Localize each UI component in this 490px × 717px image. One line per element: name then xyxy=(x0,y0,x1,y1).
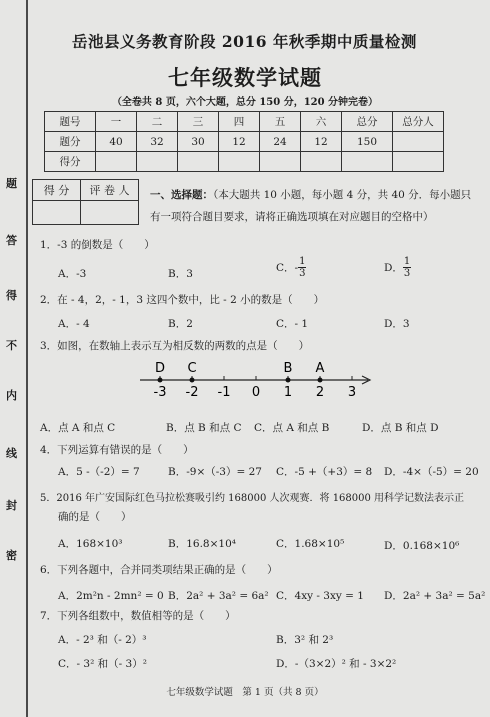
table-cell: 六 xyxy=(301,112,342,132)
table-cell: 总分人 xyxy=(393,112,444,132)
q2-option-a[interactable]: A．- 4 xyxy=(58,318,90,330)
numerator: 1 xyxy=(403,256,411,267)
q6-option-a[interactable]: A．2m²n - 2mn² = 0 xyxy=(58,590,164,602)
q5-option-d[interactable]: D．0.168×10⁶ xyxy=(384,540,460,552)
point-label: B xyxy=(283,361,293,376)
table-cell: 32 xyxy=(137,132,178,152)
margin-char: 答 xyxy=(6,234,17,247)
score-input-cell[interactable] xyxy=(219,152,260,172)
table-cell: 40 xyxy=(96,132,137,152)
q3-option-d[interactable]: D．点 B 和点 D xyxy=(362,422,439,434)
tick-label: 3 xyxy=(347,385,357,400)
table-cell: 总分 xyxy=(342,112,393,132)
q6-option-c[interactable]: C．4xy - 3xy = 1 xyxy=(276,590,364,602)
grader-table xyxy=(32,179,139,225)
q1-option-b[interactable]: B．3 xyxy=(168,268,193,280)
table-row xyxy=(45,132,444,152)
margin-char: 线 xyxy=(6,447,17,460)
q4-option-c[interactable]: C．-5 +（+3）= 8 xyxy=(276,466,373,478)
q5-option-b[interactable]: B．16.8×10⁴ xyxy=(168,538,236,550)
table-row xyxy=(45,152,444,172)
question-3: 3．如图，在数轴上表示互为相反数的两数的点是（ ） xyxy=(40,340,310,352)
q4-option-b[interactable]: B．-9×（-3）= 27 xyxy=(168,466,262,478)
q5-option-c[interactable]: C．1.68×10⁵ xyxy=(276,538,345,550)
q3-option-a[interactable]: A．点 A 和点 C xyxy=(40,422,116,434)
score-input-cell[interactable] xyxy=(33,201,81,225)
margin-char: 内 xyxy=(6,389,17,402)
number-line-diagram xyxy=(140,353,380,403)
exam-header-title: 岳池县义务教育阶段 2016 年秋季期中质量检测 xyxy=(72,32,417,51)
margin-char: 封 xyxy=(6,499,17,512)
section-1-desc: （本大题共 10 小题，每小题 4 分，共 40 分．每小题只有一项符合题目要求，请将正确选项填在对应题目的空格中） xyxy=(150,189,472,223)
table-cell: 12 xyxy=(301,132,342,152)
q1-option-d-prefix: D． xyxy=(384,262,403,274)
section-1-intro xyxy=(150,184,480,228)
question-1: 1．-3 的倒数是（ ） xyxy=(40,239,155,251)
table-cell: 150 xyxy=(342,132,393,152)
table-cell: 24 xyxy=(260,132,301,152)
point-label: D xyxy=(154,361,166,376)
q7-option-d[interactable]: D．-（3×2）² 和 - 3×2² xyxy=(276,658,397,670)
margin-char: 得 xyxy=(6,289,17,302)
tick-label: -1 xyxy=(217,385,231,400)
page-footer: 七年级数学试题 第 1 页（共 8 页） xyxy=(166,687,324,698)
q1-option-d[interactable] xyxy=(384,256,411,279)
q6-option-b[interactable]: B．2a² + 3a² = 6a² xyxy=(168,590,269,602)
question-5: 5．2016 年广安国际红色马拉松赛吸引约 168000 人次观赛．将 168000 用科学记数法表示正 xyxy=(40,493,465,504)
tick-label: -2 xyxy=(185,385,199,400)
score-input-cell[interactable] xyxy=(301,152,342,172)
table-row xyxy=(45,112,444,132)
score-input-cell[interactable] xyxy=(260,152,301,172)
grader-input-cell[interactable] xyxy=(81,201,139,225)
table-cell: 得分 xyxy=(45,152,96,172)
fraction xyxy=(298,256,306,279)
section-1-title: 一、选择题： xyxy=(150,189,213,201)
score-table xyxy=(44,111,444,172)
question-4: 4．下列运算有错误的是（ ） xyxy=(40,444,194,456)
denominator: 3 xyxy=(299,268,306,279)
q7-option-c[interactable]: C．- 3² 和（- 3）² xyxy=(58,658,147,670)
q2-option-b[interactable]: B．2 xyxy=(168,318,193,330)
point-label: A xyxy=(315,361,325,376)
margin-char: 不 xyxy=(6,339,17,352)
question-7: 7．下列各组数中，数值相等的是（ ） xyxy=(40,610,236,622)
number-line-point xyxy=(286,378,291,383)
margin-char: 密 xyxy=(6,549,17,562)
q6-option-d[interactable]: D．2a² + 3a² = 5a² xyxy=(384,590,486,602)
table-cell: 12 xyxy=(219,132,260,152)
number-line-points xyxy=(155,361,325,383)
point-label: C xyxy=(187,361,197,376)
table-cell: 三 xyxy=(178,112,219,132)
question-2: 2．在 - 4，2，- 1，3 这四个数中，比 - 2 小的数是（ ） xyxy=(40,294,325,306)
exam-title: 七年级数学试题 xyxy=(168,65,322,90)
question-5-cont: 确的是（ ） xyxy=(58,511,132,523)
tick-label: 0 xyxy=(251,385,261,400)
q1-option-c-prefix: C．- xyxy=(276,262,299,274)
q5-option-a[interactable]: A．168×10³ xyxy=(58,538,123,550)
table-cell: 一 xyxy=(96,112,137,132)
table-cell: 二 xyxy=(137,112,178,132)
q4-option-a[interactable]: A．5 -（-2）= 7 xyxy=(58,466,140,478)
denominator: 3 xyxy=(403,268,411,279)
table-cell: 五 xyxy=(260,112,301,132)
number-line-point xyxy=(318,378,323,383)
table-cell: 题号 xyxy=(45,112,96,132)
q7-option-b[interactable]: B．3² 和 2³ xyxy=(276,634,334,646)
q1-option-c[interactable] xyxy=(276,256,306,279)
score-label: 得 分 xyxy=(33,180,81,201)
exam-subtitle: （全卷共 8 页，六个大题，总分 150 分，120 分钟完卷） xyxy=(111,97,379,108)
tick-label: 1 xyxy=(283,385,293,400)
q2-option-c[interactable]: C．- 1 xyxy=(276,318,309,330)
score-input-cell[interactable] xyxy=(342,152,393,172)
q3-option-b[interactable]: B．点 B 和点 C xyxy=(166,422,242,434)
table-cell: 题分 xyxy=(45,132,96,152)
q7-option-a[interactable]: A．- 2³ 和（- 2）³ xyxy=(58,634,147,646)
table-cell: 30 xyxy=(178,132,219,152)
table-cell: 四 xyxy=(219,112,260,132)
q4-option-d[interactable]: D．-4×（-5）= 20 xyxy=(384,466,479,478)
q1-option-a[interactable]: A．-3 xyxy=(58,268,87,280)
tick-label: -3 xyxy=(153,385,167,400)
margin-char: 题 xyxy=(6,177,17,190)
score-input-cell[interactable] xyxy=(96,152,137,172)
grader-label: 评 卷 人 xyxy=(81,180,139,201)
score-input-cell[interactable] xyxy=(137,152,178,172)
question-6: 6．下列各题中，合并同类项结果正确的是（ ） xyxy=(40,564,278,576)
q3-option-c[interactable]: C．点 A 和点 B xyxy=(254,422,330,434)
fraction xyxy=(403,256,411,279)
score-input-cell[interactable] xyxy=(178,152,219,172)
number-line-point xyxy=(158,378,163,383)
q2-option-d[interactable]: D．3 xyxy=(384,318,410,330)
tick-label: 2 xyxy=(315,385,325,400)
number-line-point xyxy=(190,378,195,383)
table-cell xyxy=(393,132,444,152)
numerator: 1 xyxy=(299,256,306,267)
score-input-cell[interactable] xyxy=(393,152,444,172)
